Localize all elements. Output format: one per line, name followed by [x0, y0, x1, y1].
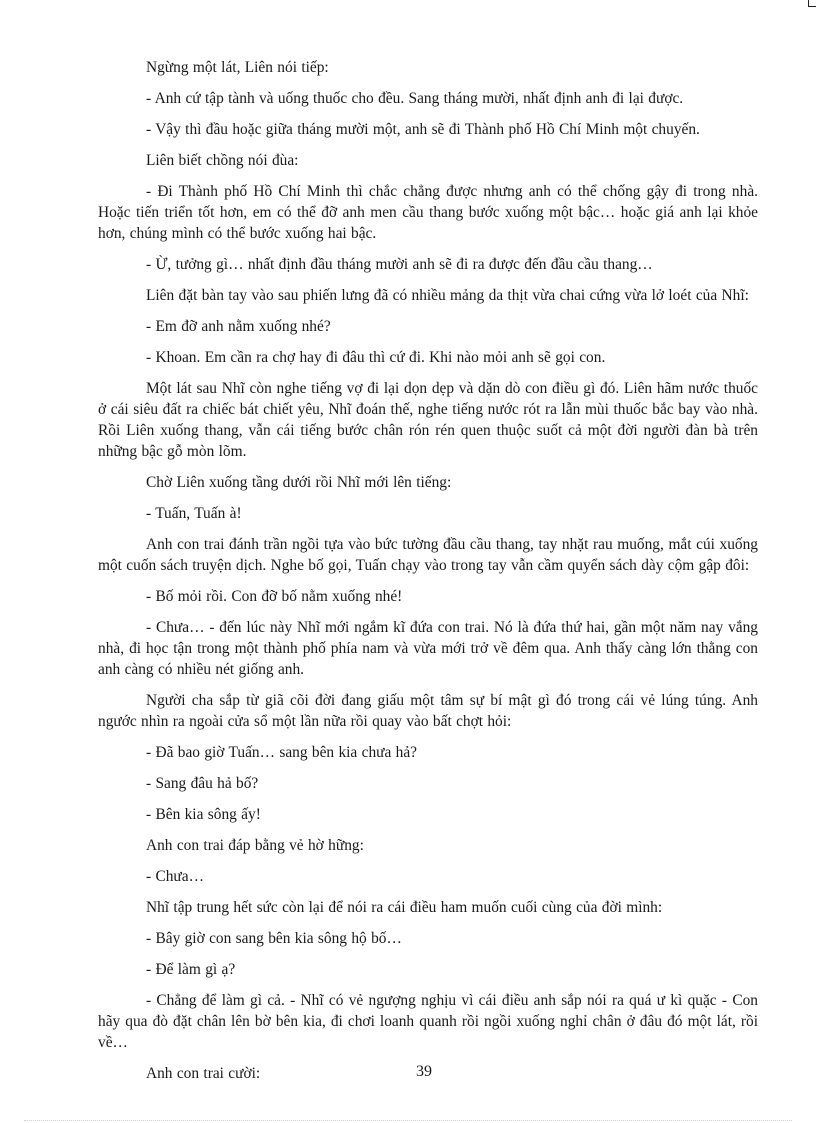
- paragraph: Người cha sắp từ giã cõi đời đang giấu một tâm sự bí mật gì đó trong cái vẻ lúng túng. Anh ngước nhìn ra ngoài cửa sổ một lần nữa rồi quay vào bất chợt hỏi:: [98, 692, 758, 730]
- paragraph: Anh con trai cười:: [146, 1065, 261, 1082]
- corner-crop-mark: [808, 0, 816, 7]
- paragraph: Một lát sau Nhĩ còn nghe tiếng vợ đi lại dọn dẹp và dặn dò con điều gì đó. Liên hãm nước thuốc ở cái siêu đất ra chiếc bát chiết yêu, Nhĩ đoán thế, nghe tiếng nước rót ra lẫn mùi thuốc bắc bay vào nhà. Rồi Liên xuống thang, vẫn cái tiếng bước chân rón rén quen thuộc suốt cả một đời người đàn bà trên những bậc gỗ mòn lõm.: [98, 380, 758, 460]
- page-number: 39: [416, 1063, 432, 1080]
- paragraph: - Bây giờ con sang bên kia sông hộ bố…: [146, 930, 402, 947]
- paragraph: - Bố mỏi rồi. Con đỡ bố nằm xuống nhé!: [146, 588, 403, 605]
- paragraph: Liên đặt bàn tay vào sau phiến lưng đã có nhiều mảng da thịt vừa chai cứng vừa lở loét của Nhĩ:: [146, 287, 749, 304]
- paragraph: Liên biết chồng nói đùa:: [146, 152, 299, 169]
- paragraph: - Đi Thành phố Hồ Chí Minh thì chắc chẳng được nhưng anh có thể chống gậy đi trong nhà. Hoặc tiến triển tốt hơn, em có thể đỡ anh men cầu thang bước xuống một bậc… hoặc giá anh lại khỏe hơn, chúng mình có thể bước xuống hai bậc.: [98, 183, 758, 242]
- paragraph: - Bên kia sông ấy!: [146, 806, 261, 823]
- paragraph: - Chẳng để làm gì cả. - Nhĩ có vẻ ngượng nghịu vì cái điều anh sắp nói ra quá ư kì quặc - Con hãy qua đò đặt chân lên bờ bên kia, đi chơi loanh quanh rồi ngồi xuống nghỉ chân ở đâu đó một lát, rồi về…: [98, 992, 758, 1051]
- paragraph: Chờ Liên xuống tầng dưới rồi Nhĩ mới lên tiếng:: [146, 474, 452, 491]
- paragraph: - Tuấn, Tuấn à!: [146, 505, 242, 522]
- paragraph: Anh con trai đáp bằng vẻ hờ hững:: [146, 837, 364, 854]
- paragraph: - Khoan. Em cần ra chợ hay đi đâu thì cứ đi. Khi nào mỏi anh sẽ gọi con.: [146, 349, 606, 366]
- paragraph: - Vậy thì đầu hoặc giữa tháng mười một, anh sẽ đi Thành phố Hồ Chí Minh một chuyến.: [146, 121, 700, 138]
- paragraph: - Ừ, tưởng gì… nhất định đầu tháng mười anh sẽ đi ra được đến đầu cầu thang…: [146, 256, 653, 273]
- paragraph: - Đã bao giờ Tuấn… sang bên kia chưa hả?: [146, 744, 418, 761]
- paragraph: - Sang đâu hả bố?: [146, 775, 259, 792]
- footer-divider: [24, 1120, 792, 1121]
- paragraph: - Chưa… - đến lúc này Nhĩ mới ngắm kĩ đứa con trai. Nó là đứa thứ hai, gần một năm nay vắng nhà, đi học tận trong một thành phố phía nam và vừa mới trở về đêm qua. Anh thấy càng lớn thằng con anh càng có nhiều nét giống anh.: [98, 619, 758, 678]
- paragraph: Ngừng một lát, Liên nói tiếp:: [146, 59, 329, 76]
- paragraph: - Chưa…: [146, 868, 204, 885]
- body-text: [98, 57, 758, 1094]
- paragraph: - Anh cứ tập tành và uống thuốc cho đều. Sang tháng mười, nhất định anh đi lại được.: [146, 90, 684, 107]
- paragraph: - Để làm gì ạ?: [146, 961, 236, 978]
- paragraph: Nhĩ tập trung hết sức còn lại để nói ra cái điều ham muốn cuối cùng của đời mình:: [146, 899, 663, 916]
- paragraph: Anh con trai đánh trần ngồi tựa vào bức tường đầu cầu thang, tay nhặt rau muống, mắt cúi xuống một cuốn sách truyện dịch. Nghe bố gọi, Tuấn chạy vào trong tay vẫn cầm quyển sách dày cộm gập đôi:: [98, 536, 758, 574]
- paragraph: - Em đỡ anh nằm xuống nhé?: [146, 318, 331, 335]
